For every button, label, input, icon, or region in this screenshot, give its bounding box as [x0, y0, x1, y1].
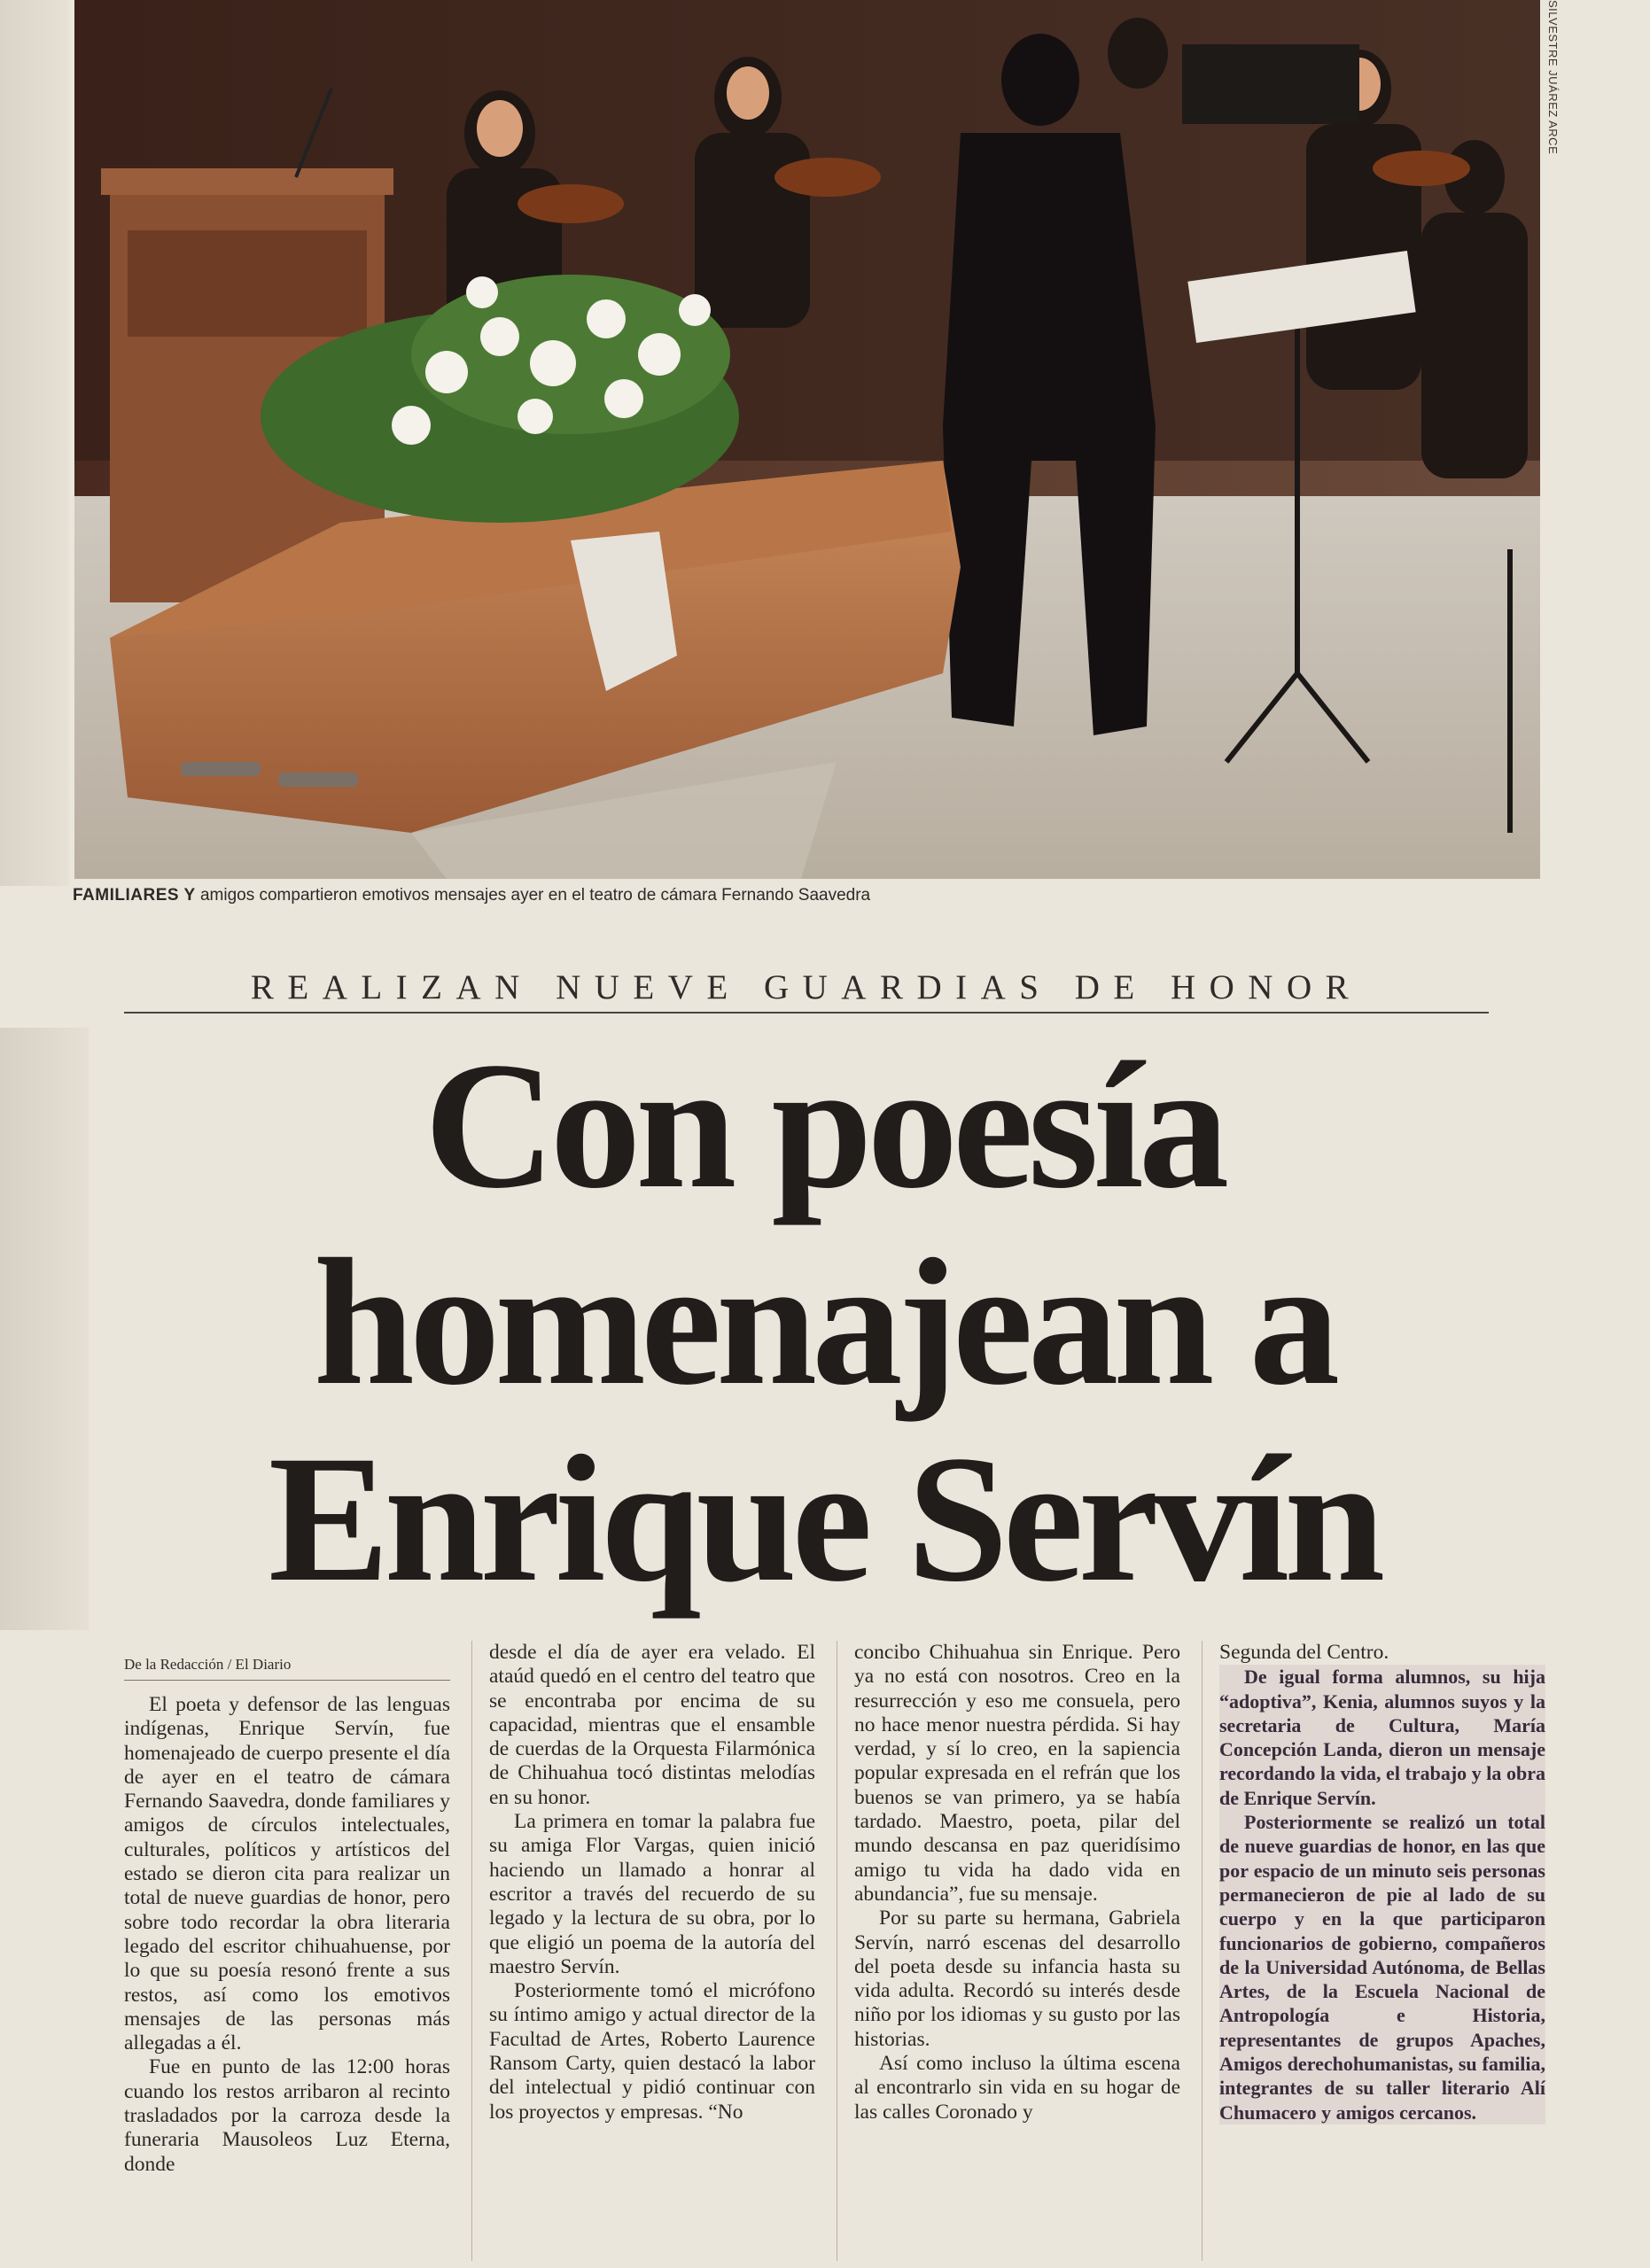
article-kicker: REALIZAN NUEVE GUARDIAS DE HONOR: [250, 968, 1363, 1006]
adjacent-page-edge-lower: [0, 1028, 89, 1630]
paragraph: concibo Chihuahua sin Enrique. Pero ya no está con nosotros. Creo en la resurrección y eso me consuela, pero no hace menor nuestra pérdida. Si hay verdad, y sí lo creo, en la sapiencia popular expresada en el refrán que los buenos se van primero, ya se había tardado. Maestro, poeta, pilar del mundo descansa en paz queridísimo amigo tu vida ha dado vida en abundancia”, fue su mensaje.: [854, 1641, 1180, 1906]
article-column-2: [489, 1641, 815, 2124]
caption-text: amigos compartieron emotivos mensajes ayer en el teatro de cámara Fernando Saavedra: [195, 886, 871, 905]
paragraph: Posteriormente tomó el micrófono su íntimo amigo y actual director de la Facultad de Artes, Roberto Laurence Ransom Carty, quien destacó la labor del intelectual y pidió continuar con los proyectos y empresas. “No: [489, 1979, 815, 2124]
article-headline: [97, 1025, 1551, 1619]
highlighted-paragraph: De igual forma alumnos, su hija “adoptiva”, Kenia, alumnos suyos y la secretaria de Cultura, María Concepción Landa, dieron un mensaje recordando la vida, el trabajo y la obra de Enrique Servín.: [1219, 1666, 1545, 1809]
article-column-4: [1219, 1641, 1545, 2124]
adjacent-page-edge: [0, 0, 69, 886]
paragraph: Fue en punto de las 12:00 horas cuando los restos arribaron al recinto trasladados por la carroza desde la funeraria Mausoleos Luz Eterna, donde: [124, 2055, 450, 2176]
photo-caption: [73, 886, 1535, 905]
paragraph: La primera en tomar la palabra fue su amiga Flor Vargas, quien inició haciendo un llamado a honrar al escritor a través del recuerdo de su legado y la lectura de su obra, por lo que eligió un poema de la autoría del maestro Servín.: [489, 1810, 815, 1978]
headline-line-2: homenajean a: [313, 1222, 1335, 1423]
headline-line-1: Con poesía: [424, 1025, 1225, 1226]
highlighted-paragraph: Posteriormente se realizó un total de nueve guardias de honor, en las que por espacio de un minuto seis personas permanecieron de pie al lado de su cuerpo y en la que participaron funcionarios de gobierno, compañeros de la Universidad Autónoma, de Bellas Artes, de la Escuela Nacional de Antropología e Historia, representantes de grupos Apaches, Amigos derechohumanistas, su familia, integrantes de su taller literario Alí Chumacero y amigos cercanos.: [1219, 1811, 1545, 2124]
article-column-1: [124, 1655, 450, 2177]
paragraph: Por su parte su hermana, Gabriela Servín, narró escenas del desarrollo del poeta desde su infancia hasta su vida adulta. Recordó su interés desde niño por los idiomas y su gusto por las historias.: [854, 1907, 1180, 2051]
paragraph: desde el día de ayer era velado. El ataúd quedó en el centro del teatro que se encontraba por encima de su capacidad, mientras que el ensamble de cuerdas de la Orquesta Filarmónica de Chihuahua tocó distintas melodías en su honor.: [489, 1641, 815, 1809]
paragraph: Segunda del Centro.: [1219, 1641, 1389, 1664]
byline: De la Redacción / El Diario: [124, 1655, 450, 1681]
photo-credit: SILVESTRE JUÁREZ ARCE: [1546, 0, 1560, 155]
article-photo: [74, 0, 1540, 879]
caption-lead: FAMILIARES Y: [73, 886, 196, 905]
article-body: [124, 1641, 1568, 2261]
article-column-3: [854, 1641, 1180, 2124]
headline-line-3: Enrique Servín: [268, 1418, 1381, 1619]
paragraph: Así como incluso la última escena al encontrarlo sin vida en su hogar de las calles Coronado y: [854, 2052, 1180, 2124]
kicker-rule: [124, 1012, 1489, 1014]
paragraph: El poeta y defensor de las lenguas indígenas, Enrique Servín, fue homenajeado de cuerpo presente el día de ayer en el teatro de cámara Fernando Saavedra, donde familiares y amigos de círculos intelectuales, culturales, políticos y artísticos del estado se dieron cita para realizar un total de nueve guardias de honor, pero sobre todo recordar la obra literaria legado del escritor chihuahuense, por lo que su poesía resonó frente a sus restos, así como los emotivos mensajes de las personas más allegadas a él.: [124, 1693, 450, 2055]
column-divider: [471, 1641, 472, 2261]
